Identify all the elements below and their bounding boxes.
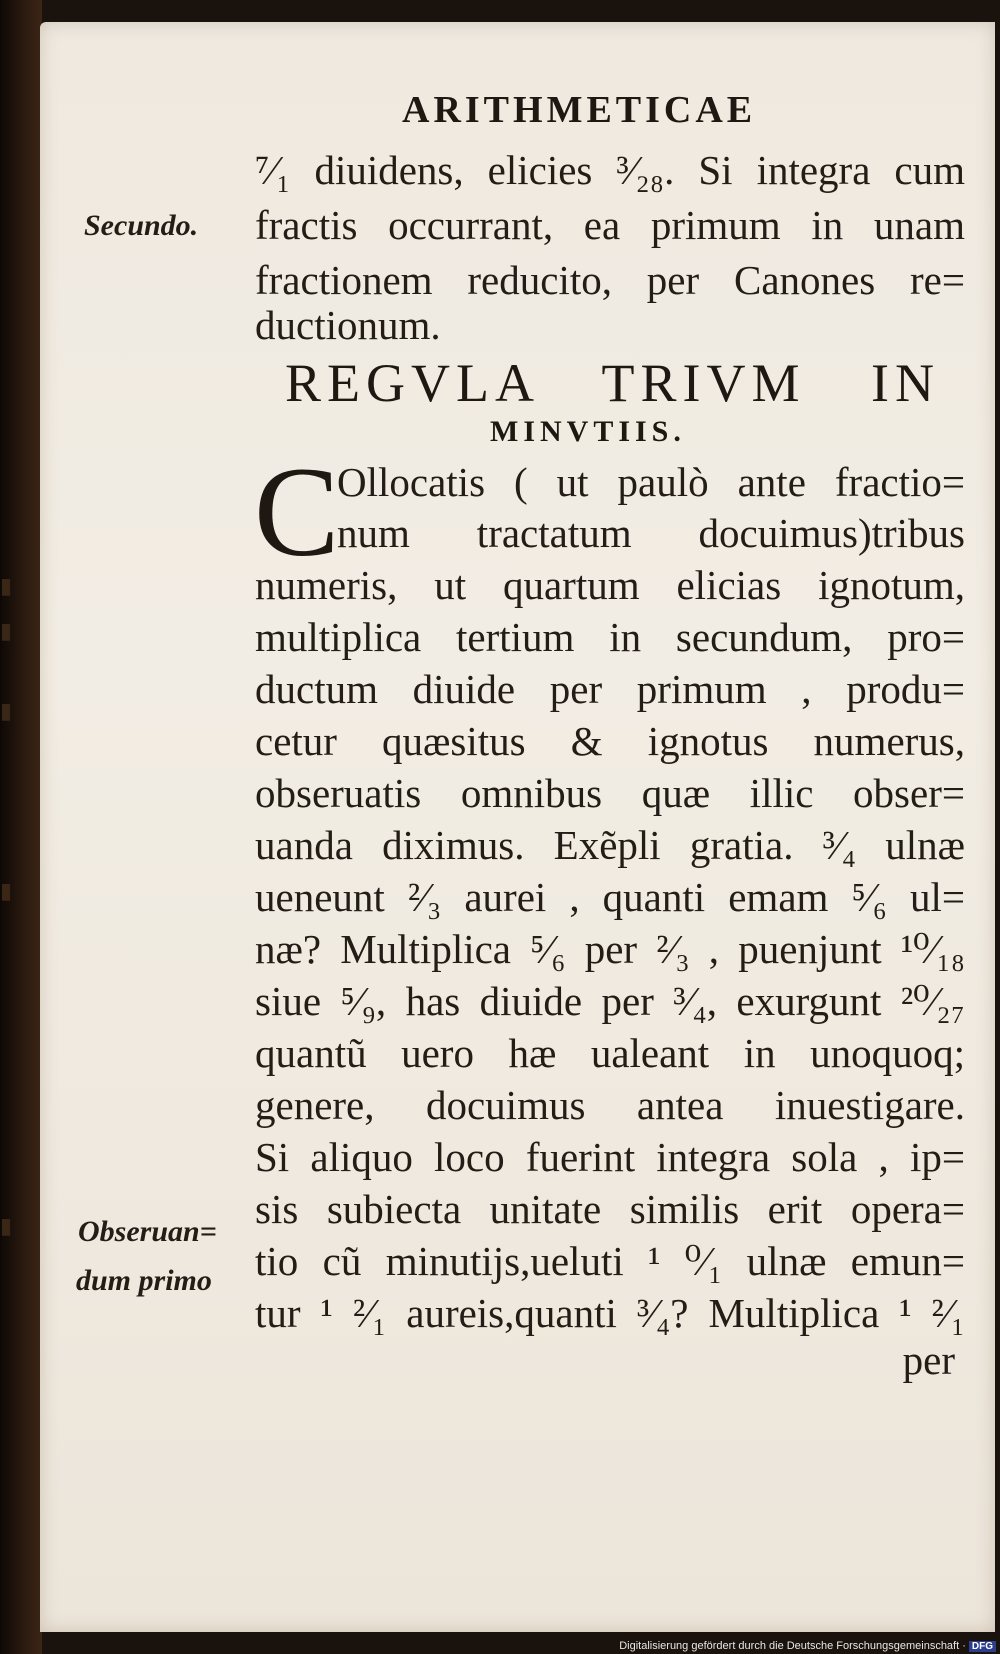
text-line: genere, docuimus antea inuestigare. (255, 1082, 965, 1128)
text-line: sis subiecta unitate similis erit opera= (255, 1186, 965, 1232)
section-subtitle: MINVTIIS. (490, 415, 686, 448)
edge-ink-mark: ▮ (0, 698, 13, 723)
text-line: ueneunt ²⁄₃ aurei , quanti emam ⁵⁄₆ ul= (255, 874, 965, 920)
text-line: siue ⁵⁄₉, has diuide per ³⁄₄, exurgunt ²⁰⁄₂₇ (255, 978, 965, 1024)
edge-ink-mark: ▮ (0, 878, 13, 903)
margin-note-obseruandum: Obseruan= (78, 1215, 217, 1248)
text-line: næ? Multiplica ⁵⁄₆ per ²⁄₃ , puenjunt ¹⁰⁄₁₈ (255, 926, 965, 972)
dfg-logo: DFG (969, 1641, 996, 1652)
text-line: fractis occurrant, ea primum in unam (255, 202, 965, 248)
footer-credit: Digitalisierung gefördert durch die Deutsche Forschungsgemeinschaft · (619, 1640, 966, 1652)
margin-note-secundo: Secundo. (84, 209, 199, 242)
book-binding (0, 0, 42, 1654)
catchword: per (902, 1337, 955, 1383)
text-line: tur ¹ ²⁄₁ aureis,quanti ³⁄₄? Multiplica ¹ ²⁄₁ (255, 1290, 965, 1336)
edge-ink-mark: ▮ (0, 1213, 13, 1238)
text-line: fractionem reducito, per Canones re= (255, 257, 965, 303)
text-line: numeris, ut quartum elicias ignotum, (255, 562, 965, 608)
text-line: tio cũ minutijs,ueluti ¹ ⁰⁄₁ ulnæ emun= (255, 1238, 965, 1284)
text-line: ⁷⁄₁ diuidens, elicies ³⁄₂₈. Si integra cum (255, 147, 965, 193)
text-line: obseruatis omnibus quæ illic obser= (255, 770, 965, 816)
margin-note-obseruandum-2: dum primo (76, 1264, 212, 1297)
edge-ink-mark: ▮ (0, 618, 13, 643)
text-line: Ollocatis ( ut paulò ante fractio= (337, 459, 965, 505)
digitization-footer (619, 1640, 996, 1652)
text-line: ductum diuide per primum , produ= (255, 666, 965, 712)
text-line: quantũ uero hæ ualeant in unoquoq; (255, 1030, 965, 1076)
text-line: num tractatum docuimus)tribus (337, 510, 965, 556)
running-head: ARITHMETICAE (402, 89, 757, 131)
drop-cap: C (254, 441, 340, 583)
text-line: multiplica tertium in secundum, pro= (255, 614, 965, 660)
section-title: REGVLA TRIVM IN (285, 353, 940, 413)
text-line: Si aliquo loco fuerint integra sola , ip= (255, 1134, 965, 1180)
text-line: ductionum. (255, 302, 441, 348)
text-line: uanda diximus. Exẽpli gratia. ³⁄₄ ulnæ (255, 822, 965, 868)
edge-ink-mark: ▮ (0, 573, 13, 598)
text-line: cetur quæsitus & ignotus numerus, (255, 718, 965, 764)
